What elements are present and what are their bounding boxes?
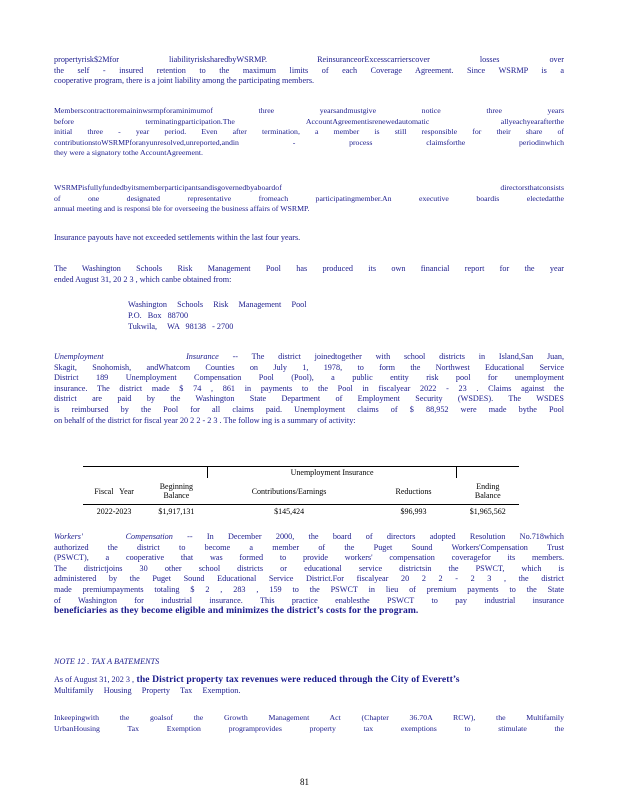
header-text: Ending (476, 482, 500, 491)
text-fragment: -- The district joinedtogether with school districts in Island,San Juan, (218, 352, 564, 361)
header-fiscal-year: Fiscal Year (83, 478, 145, 505)
unemployment-summary-table (83, 466, 519, 518)
text-line: authorized the district to become a member of the Puget Sound Workers'Compensation Trust (54, 542, 564, 552)
text-line: WSRMPisfullyfundedbyitsmemberparticipantsandisgovernedbyaboardof directorsthatconsists (54, 183, 564, 192)
paragraph-workers-comp (54, 532, 564, 617)
text-line: ended August 31, 20 2 3 , which canbe obtained from: (54, 274, 232, 284)
text-line (54, 352, 564, 363)
text-line: (PSWCT), a cooperative that was formed to provide workers' compensation coveragefor its members. (54, 553, 564, 563)
paragraph-membership (54, 106, 564, 159)
text-line (54, 675, 564, 686)
text-fragment: the District property tax revenues were reduced through the City of Everett’s (134, 674, 460, 685)
paragraph-abatements (54, 675, 564, 696)
cell-reductions: $96,993 (400, 507, 427, 516)
cell-ending-balance: $1,965,562 (469, 507, 506, 516)
text-line: district are paid by the Washington State Department of Employment Security (WSDES). The WSDES (54, 394, 564, 404)
text-line: The Washington Schools Risk Management Pool has produced its own financial report for the year (54, 264, 564, 273)
table-group-header: Unemployment Insurance (208, 467, 457, 479)
text-line: Inkeepingwith the goalsof the Growth Management Act (Chapter 36.70A RCW), the Multifamily (54, 713, 564, 722)
workers-heading: Workers' (54, 532, 83, 541)
text-line: the self - insured retention to the maximum limits of each Coverage Agreement. Since WSRMP is a (54, 65, 564, 75)
text-line: cooperative program, there is a joint liability among the participating members. (54, 76, 315, 86)
header-ending-balance (457, 478, 519, 505)
table-cell (457, 467, 519, 479)
table-cell (145, 467, 207, 479)
address-line: Tukwila, WA 98138 - 2700 (128, 322, 234, 331)
text-line: annual meeting and is responsi ble for overseeing the business affairs of WSRMP. (54, 204, 310, 214)
cell-contributions: $145,424 (274, 507, 305, 516)
text-line: administered by the Puget Sound Educational Service District.For fiscalyear 20 2 2 - 2 3 , the district (54, 574, 564, 584)
paragraph-reinsurance (54, 55, 564, 87)
text-line: made premiumpayments totaling $ 2 , 283 , 159 to the PSWCT in lieu of premium payments to the State (54, 584, 564, 594)
text-line: they were a signatory tothe AccountAgreement. (54, 148, 203, 158)
text-fragment: As of August 31, 202 3 , (54, 675, 135, 684)
compensation-heading: Compensation (125, 532, 173, 541)
insurance-heading: Insurance (186, 352, 219, 361)
address-block (128, 299, 307, 332)
header-text: Balance (163, 491, 190, 500)
text-line: propertyrisk$2Mfor liabilityrisksharedbyWSRMP. ReinsuranceorExcesscarrierscover losses over (54, 55, 564, 64)
unemployment-heading: Unemployment (54, 352, 104, 361)
text-line: insurance. The district made $ 74 , 861 in payments to the Pool in fiscalyear 2022 - 23 . Claims against the (54, 383, 564, 393)
text-line: of one designated representative fromeach participatingmember.An executive boardis electedatthe (54, 193, 564, 203)
note-title: NOTE 12 . TAX A BATEMENTS (54, 657, 160, 666)
address-line: Washington Schools Risk Management Pool (128, 300, 307, 309)
paragraph-governance (54, 183, 564, 215)
header-text: Balance (474, 491, 501, 500)
text-line: initial three - year period. Even after termination, a member is still responsible for their share of (54, 127, 564, 137)
header-beginning-balance (145, 478, 207, 505)
text-fragment: -- In December 2000, the board of directors adopted Resolution No.718which (172, 532, 565, 541)
text-line: The districtjoins 30 other school districts or educational service districtsin the PSWCT, which is (54, 563, 564, 573)
header-contributions: Contributions/Earnings (208, 478, 371, 505)
text-line: Skagit, Snohomish, andWhatcom Counties on July 1, 1978, to form the Northwest Educational Service (54, 362, 564, 372)
text-line: Memberscontracttoremaininwsrmpforaminimumof three yearsandmustgive notice three years (54, 106, 564, 115)
text-line: on behalf of the district for fiscal year 20 2 2 - 2 3 . The follow ing is a summary of activity: (54, 415, 356, 425)
text-line: Insurance payouts have not exceeded settlements within the last four years. (54, 233, 301, 242)
table-cell (83, 467, 145, 479)
text-line: UrbanHousing Tax Exemption programprovides property tax exemptions to stimulate the (54, 723, 564, 733)
text-line: of Washington for industrial insurance. This practice enablesthe PSWCT to pay industrial insurance (54, 595, 564, 605)
text-line: beneficiaries as they become eligible and minimizes the district’s costs for the program. (54, 605, 419, 617)
header-text: Beginning (159, 482, 194, 491)
paragraph-growth-management (54, 713, 564, 734)
text-line: contributionstoWSRMPforanyunresolved,unreported,andin - process claimsforthe periodinwhich (54, 137, 564, 147)
paragraph-unemployment (54, 352, 564, 426)
paragraph-financial-report (54, 264, 564, 285)
cell-fiscal-year: 2022-2023 (96, 507, 132, 516)
header-reductions: Reductions (371, 478, 457, 505)
text-line: Multifamily Housing Property Tax Exemption. (54, 685, 241, 695)
cell-beginning-balance: $1,917,131 (158, 507, 195, 516)
page-number: 81 (300, 777, 309, 787)
text-line (54, 532, 564, 543)
address-line: P.O. Box 88700 (128, 311, 189, 320)
text-line: District 189 Unemployment Compensation Pool (Pool), a public entity risk pool for unemployment (54, 373, 564, 383)
text-line: before terminatingparticipation.The AccountAgreementisrenewedautomatic allyeachyearafterthe (54, 116, 564, 126)
text-line: is reimbursed by the Pool for all claims paid. Unemployment claims of $ 88,952 were made bythe Pool (54, 404, 564, 414)
paragraph-payouts (54, 233, 564, 244)
